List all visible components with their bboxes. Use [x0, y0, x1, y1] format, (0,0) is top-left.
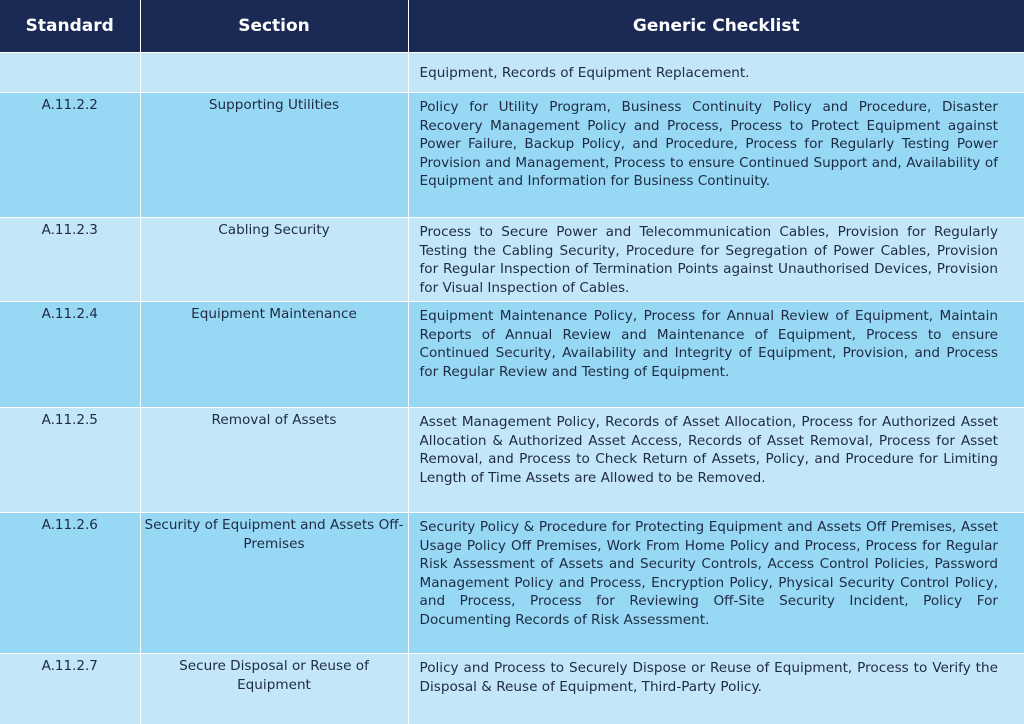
checklist-cell: Policy for Utility Program, Business Continuity Policy and Procedure, Disaster Recovery Management Policy and Process, Process to Protect Equipment against Power Failure, Backup Policy, and Procedure, Process for Regularly Testing Power Provision and Management, Process to ensure Continued Support and, Availability of Equipment and Information for Business Continuity.	[408, 93, 1024, 218]
section-cell: Removal of Assets	[140, 408, 408, 513]
checklist-cell: Equipment Maintenance Policy, Process for Annual Review of Equipment, Maintain Reports of Annual Review and Maintenance of Equipment, Process to ensure Continued Security, Availability and Integrity of Equipment, Provision, and Process for Regular Review and Testing of Equipment.	[408, 302, 1024, 408]
header-section: Section	[140, 0, 408, 53]
checklist-cell: Process to Secure Power and Telecommunication Cables, Provision for Regularly Testing the Cabling Security, Procedure for Segregation of Power Cables, Provision for Regular Inspection of Termination Points against Unauthorised Devices, Provision for Visual Inspection of Cables.	[408, 218, 1024, 302]
table-row	[0, 218, 1024, 302]
section-cell: Supporting Utilities	[140, 93, 408, 218]
checklist-cell: Security Policy & Procedure for Protecting Equipment and Assets Off Premises, Asset Usage Policy Off Premises, Work From Home Policy and Process, Process for Regular Risk Assessment of Assets and Security Controls, Access Control Policies, Password Management Policy and Process, Encryption Policy, Physical Security Control Policy, and Process, Process for Reviewing Off-Site Security Incident, Policy For Documenting Records of Risk Assessment.	[408, 513, 1024, 654]
table-row	[0, 513, 1024, 654]
header-row	[0, 0, 1024, 53]
header-standard: Standard	[0, 0, 140, 53]
standard-cell: A.11.2.5	[0, 408, 140, 513]
standard-cell	[0, 53, 140, 93]
section-cell: Equipment Maintenance	[140, 302, 408, 408]
checklist-cell: Equipment, Records of Equipment Replacement.	[408, 53, 1024, 93]
table-row	[0, 93, 1024, 218]
header-checklist: Generic Checklist	[408, 0, 1024, 53]
checklist-cell: Asset Management Policy, Records of Asset Allocation, Process for Authorized Asset Allocation & Authorized Asset Access, Records of Asset Removal, Process for Asset Removal, and Process to Check Return of Assets, Policy, and Procedure for Limiting Length of Time Assets are Allowed to be Removed.	[408, 408, 1024, 513]
standard-cell: A.11.2.2	[0, 93, 140, 218]
standard-cell: A.11.2.7	[0, 654, 140, 724]
checklist-cell: Policy and Process to Securely Dispose or Reuse of Equipment, Process to Verify the Disposal & Reuse of Equipment, Third-Party Policy.	[408, 654, 1024, 724]
table-row	[0, 302, 1024, 408]
table-row	[0, 408, 1024, 513]
table-row	[0, 53, 1024, 93]
section-cell: Cabling Security	[140, 218, 408, 302]
table-row	[0, 654, 1024, 724]
section-cell	[140, 53, 408, 93]
standard-cell: A.11.2.3	[0, 218, 140, 302]
standard-cell: A.11.2.4	[0, 302, 140, 408]
standard-cell: A.11.2.6	[0, 513, 140, 654]
section-cell: Security of Equipment and Assets Off-Premises	[140, 513, 408, 654]
section-cell: Secure Disposal or Reuse of Equipment	[140, 654, 408, 724]
